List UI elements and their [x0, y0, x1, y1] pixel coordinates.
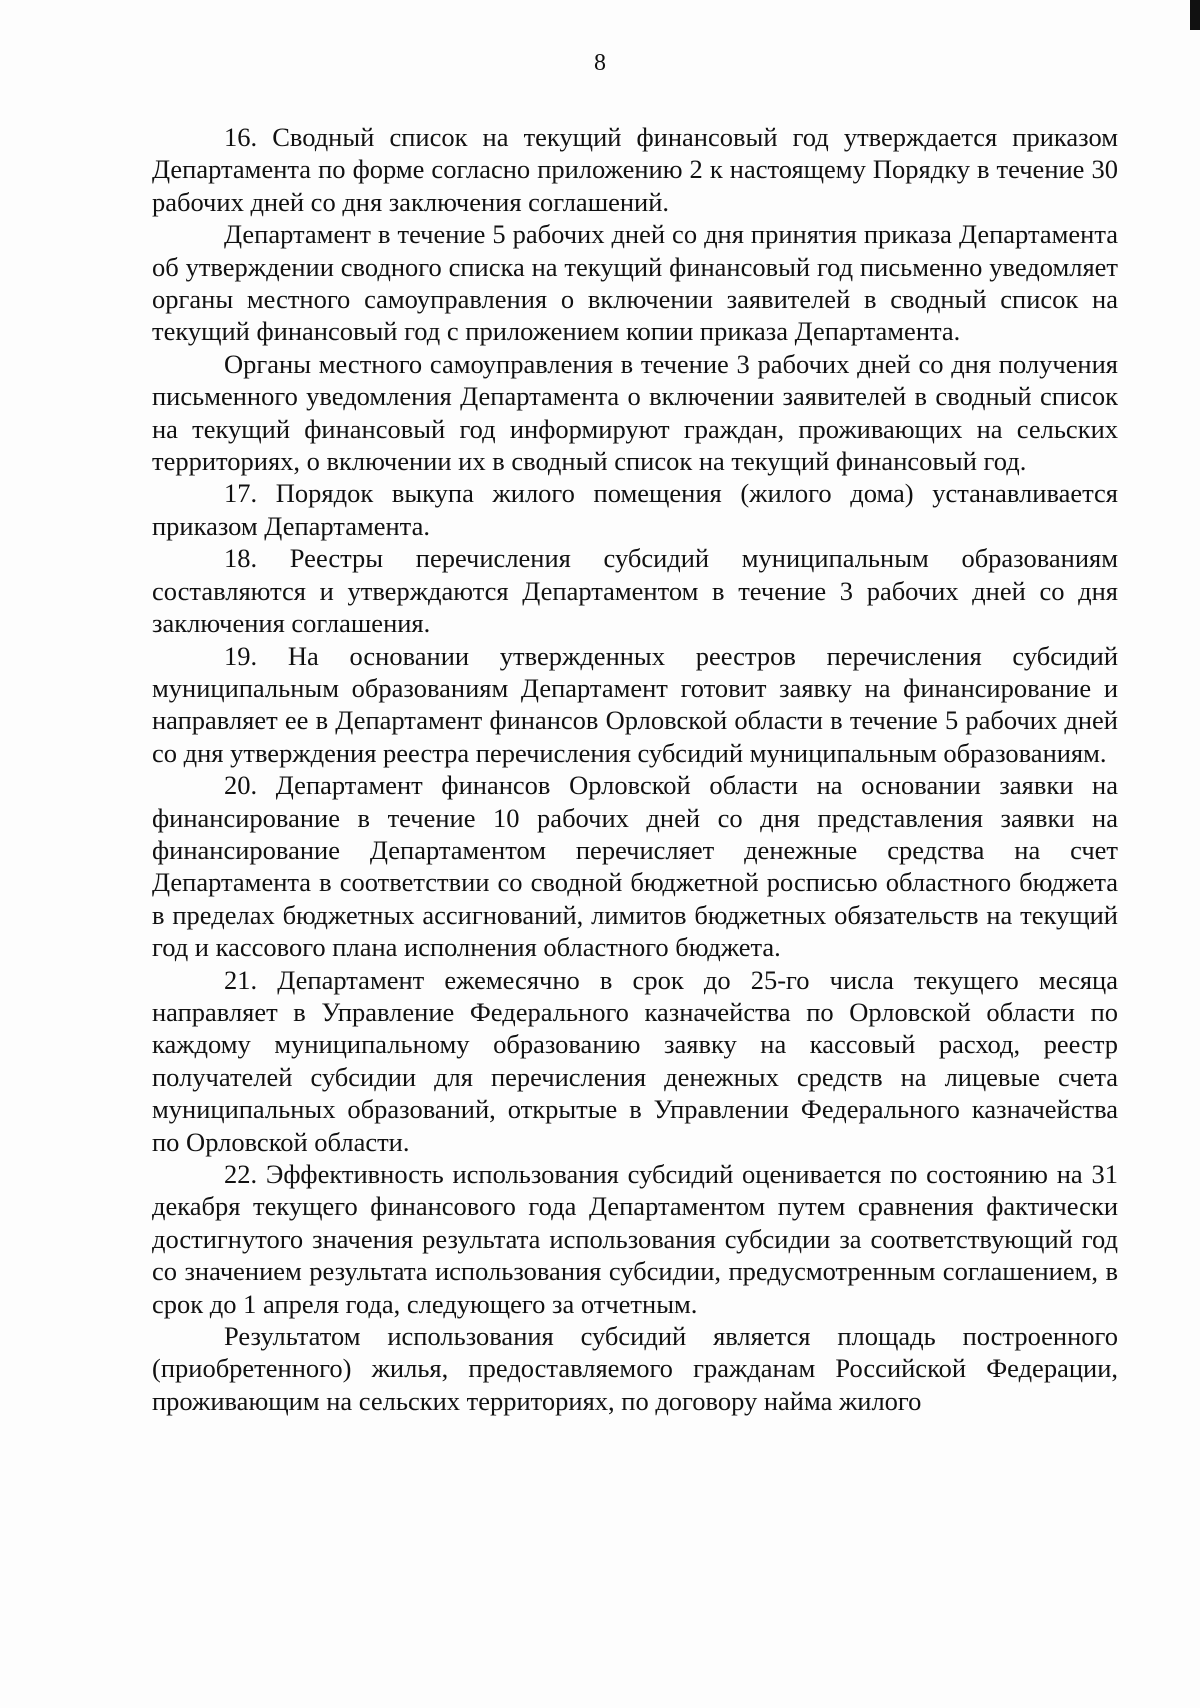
document-body — [152, 121, 1118, 1417]
paragraph-16-notification: Департамент в течение 5 рабочих дней со дня принятия приказа Департамента об утверждении сводного списка на текущий финансовый год письменно уведомляет органы местного самоуправления о включении заявителей в сводный список на текущий финансовый год с приложением копии приказа Департамента. — [152, 219, 1118, 347]
paragraph-22-result: Результатом использования субсидий является площадь построенного (приобретенного) жилья, предоставляемого гражданам Российской Федерации, проживающим на сельских территориях, по договору найма жилого — [152, 1321, 1118, 1416]
paragraph-17: 17. Порядок выкупа жилого помещения (жилого дома) устанавливается приказом Департамента. — [152, 478, 1118, 541]
paragraph-16-informing: Органы местного самоуправления в течение 3 рабочих дней со дня получения письменного уведомления Департамента о включении заявителей в сводный список на текущий финансовый год информируют граждан, проживающих на сельских территориях, о включении их в сводный список на текущий финансовый год. — [152, 348, 1118, 477]
paragraph-20: 20. Департамент финансов Орловской области на основании заявки на финансирование в течение 10 рабочих дней со дня представления заявки на финансирование Департаментом перечисляет денежные средства на счет Департамента в соответствии со сводной бюджетной росписью областного бюджета в пределах бюджетных ассигнований, лимитов бюджетных обязательств на текущий год и кассового плана исполнения областного бюджета. — [152, 770, 1118, 963]
scan-edge-mark — [1190, 0, 1200, 30]
page-number: 8 — [594, 50, 606, 76]
paragraph-19: 19. На основании утвержденных реестров перечисления субсидий муниципальным образованиям Департамент готовит заявку на финансирование и направляет ее в Департамент финансов Орловской области в течение 5 рабочих дней со дня утверждения реестра перечисления субсидий муниципальным образованиям. — [152, 640, 1118, 768]
paragraph-22: 22. Эффективность использования субсидий оценивается по состоянию на 31 декабря текущего финансового года Департаментом путем сравнения фактически достигнутого значения результата использования субсидии за соответствующий год со значением результата использования субсидии, предусмотренным соглашением, в срок до 1 апреля года, следующего за отчетным. — [152, 1159, 1118, 1319]
paragraph-18: 18. Реестры перечисления субсидий муниципальным образованиям составляются и утверждаются Департаментом в течение 3 рабочих дней со дня заключения соглашения. — [152, 543, 1118, 639]
paragraph-21: 21. Департамент ежемесячно в срок до 25-го числа текущего месяца направляет в Управление Федерального казначейства по Орловской области по каждому муниципальному образованию заявку на кассовый расход, реестр получателей субсидии для перечисления денежных средств на лицевые счета муниципальных образований, открытые в Управлении Федерального казначейства по Орловской области. — [152, 964, 1118, 1157]
paragraph-16: 16. Сводный список на текущий финансовый год утверждается приказом Департамента по форме согласно приложению 2 к настоящему Порядку в течение 30 рабочих дней со дня заключения соглашений. — [152, 122, 1118, 217]
